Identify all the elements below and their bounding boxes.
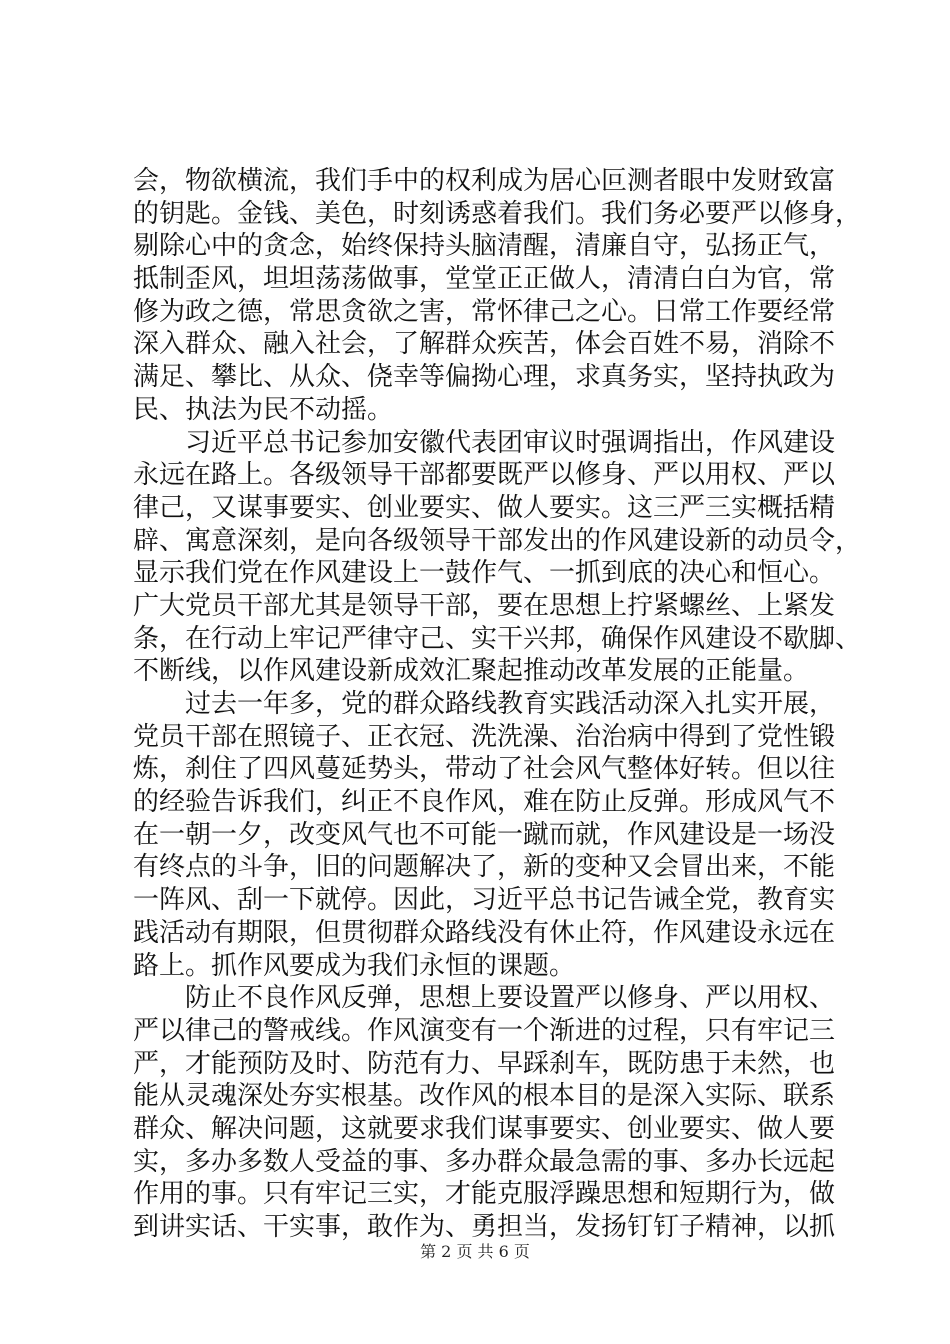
text-line: 严以律己的警戒线。作风演变有一个渐进的过程，只有牢记三 <box>133 1015 836 1046</box>
text-line: 民、执法为民不动摇。 <box>133 394 394 425</box>
text-line: 党员干部在照镜子、正衣冠、洗洗澡、治治病中得到了党性锻 <box>133 721 836 752</box>
text-line: 实，多办多数人受益的事、多办群众最急需的事、多办长远起 <box>133 1146 836 1177</box>
text-line: 在一朝一夕，改变风气也不可能一蹴而就，作风建设是一场没 <box>133 819 836 850</box>
text-line: 律己，又谋事要实、创业要实、做人要实。这三严三实概括精 <box>133 492 836 523</box>
text-line: 作用的事。只有牢记三实，才能克服浮躁思想和短期行为，做 <box>133 1179 836 1210</box>
text-line: 一阵风、刮一下就停。因此，习近平总书记告诫全党，教育实 <box>133 885 836 916</box>
document-body <box>133 165 862 1244</box>
text-line: 深入群众、融入社会，了解群众疾苦，体会百姓不易，消除不 <box>133 329 836 360</box>
text-line: 路上。抓作风要成为我们永恒的课题。 <box>133 950 576 981</box>
text-line: 辟、寓意深刻，是向各级领导干部发出的作风建设新的动员令， <box>133 525 862 556</box>
text-line: 条，在行动上牢记严律守己、实干兴邦，确保作风建设不歇脚、 <box>133 623 862 654</box>
text-line: 满足、攀比、从众、侥幸等偏拗心理，求真务实，坚持执政为 <box>133 362 836 393</box>
text-line: 严，才能预防及时、防范有力、早踩刹车，既防患于未然，也 <box>133 1048 836 1079</box>
text-line: 有终点的斗争，旧的问题解决了，新的变种又会冒出来，不能 <box>133 852 836 883</box>
text-line: 的钥匙。金钱、美色，时刻诱惑着我们。我们务必要严以修身， <box>133 198 862 229</box>
text-line: 会，物欲横流，我们手中的权利成为居心叵测者眼中发财致富 <box>133 166 836 196</box>
text-line: 剔除心中的贪念，始终保持头脑清醒，清廉自守，弘扬正气， <box>133 231 836 262</box>
text-line: 显示我们党在作风建设上一鼓作气、一抓到底的决心和恒心。 <box>133 558 836 589</box>
text-line: 广大党员干部尤其是领导干部，要在思想上拧紧螺丝、上紧发 <box>133 590 836 621</box>
text-line: 能从灵魂深处夯实根基。改作风的根本目的是深入实际、联系 <box>133 1081 836 1112</box>
text-line: 过去一年多，党的群众路线教育实践活动深入扎实开展， <box>133 689 836 719</box>
text-line: 防止不良作风反弹，思想上要设置严以修身、严以用权、 <box>133 983 836 1014</box>
text-line: 群众、解决问题，这就要求我们谋事要实、创业要实、做人要 <box>133 1113 836 1144</box>
text-line: 的经验告诉我们，纠正不良作风，难在防止反弹。形成风气不 <box>133 787 836 818</box>
text-line: 修为政之德，常思贪欲之害，常怀律己之心。日常工作要经常 <box>133 296 836 327</box>
text-line: 炼，刹住了四风蔓延势头，带动了社会风气整体好转。但以往 <box>133 754 836 785</box>
text-line: 抵制歪风，坦坦荡荡做事，堂堂正正做人，清清白白为官，常 <box>133 264 836 295</box>
page-number-label: 第 2 页 共 6 页 <box>420 1242 530 1261</box>
text-line: 永远在路上。各级领导干部都要既严以修身、严以用权、严以 <box>133 460 836 491</box>
text-line: 践活动有期限，但贯彻群众路线没有休止符，作风建设永远在 <box>133 917 836 948</box>
text-line: 习近平总书记参加安徽代表团审议时强调指出，作风建设 <box>133 427 836 458</box>
page-footer <box>0 1242 950 1262</box>
text-line: 不断线，以作风建设新成效汇聚起推动改革发展的正能量。 <box>133 656 810 687</box>
text-line: 到讲实话、干实事，敢作为、勇担当，发扬钉钉子精神，以抓 <box>133 1212 836 1242</box>
